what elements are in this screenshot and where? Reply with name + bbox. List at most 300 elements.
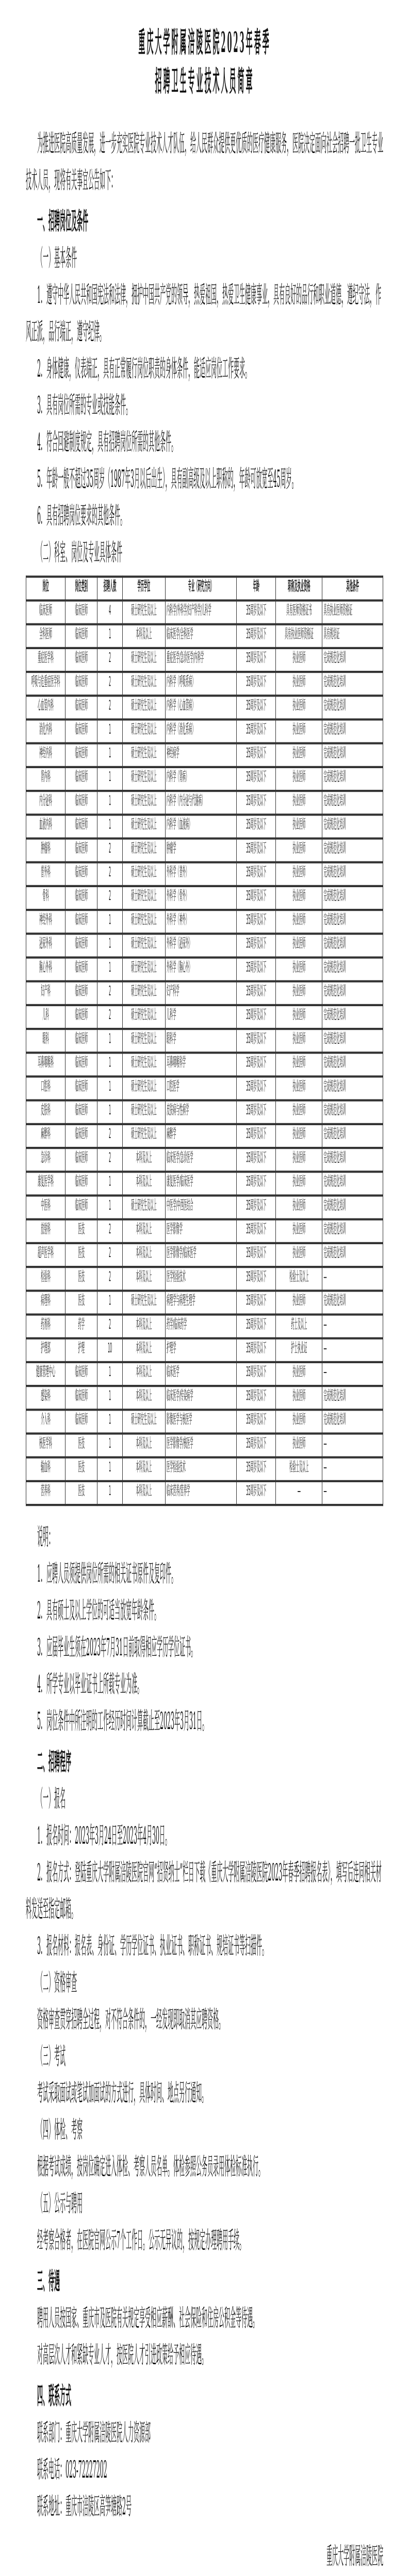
- table-cell: 2: [97, 672, 122, 696]
- table-cell: 35周岁及以下: [237, 1362, 276, 1386]
- table-cell: 执业医师: [276, 1077, 322, 1100]
- table-cell: 健康管理中心: [26, 1362, 66, 1386]
- table-cell: 医技: [66, 1433, 97, 1457]
- table-cell: 1: [97, 1172, 122, 1195]
- table-cell: 本科及以上: [122, 624, 165, 648]
- table-cell: 完成规范化培训: [322, 1100, 383, 1124]
- table-cell: 具有执业医师资格证: [322, 601, 383, 624]
- table-cell: 完成规范化培训: [322, 886, 383, 910]
- table-cell: 具有执业医师资格证: [276, 624, 322, 648]
- table-header-cell: 学历学位: [122, 577, 165, 600]
- notes-title: 说明：: [37, 1523, 54, 1552]
- table-cell: 中医学/中西医结合: [165, 1196, 236, 1219]
- table-row: [26, 1291, 383, 1314]
- table-cell: 重症医学/急诊医学/内科学: [165, 648, 236, 672]
- table-cell: 执业医师: [276, 1029, 322, 1053]
- table-cell: 检验士及以上: [276, 1458, 322, 1481]
- table-cell: 内科学/外科学/妇产科学/儿科学: [165, 601, 236, 624]
- table-cell: 执业医师: [276, 767, 322, 791]
- table-cell: 临床医师: [66, 1100, 97, 1124]
- table-cell: 35周岁及以下: [237, 1172, 276, 1195]
- table-cell: 1: [97, 743, 122, 767]
- table-cell: 放射科: [26, 1219, 66, 1243]
- table-cell: 本科及以上: [122, 1481, 165, 1505]
- table-cell: 完成规范化培训: [322, 743, 383, 767]
- table-header-cell: 其他条件: [322, 577, 383, 600]
- table-row: [26, 1077, 383, 1100]
- table-cell: 35周岁及以下: [237, 1100, 276, 1124]
- table-cell: 35周岁及以下: [237, 886, 276, 910]
- table-row: [26, 1196, 383, 1219]
- table-cell: 1: [97, 1481, 122, 1505]
- table-cell: 2: [97, 1267, 122, 1291]
- table-cell: 35周岁及以下: [237, 1386, 276, 1410]
- table-cell: 内科学（血液病）: [165, 815, 236, 838]
- table-cell: 内科学（内分泌与代谢病）: [165, 791, 236, 815]
- table-cell: —: [322, 1458, 383, 1481]
- table-cell: 执业医师: [276, 672, 322, 696]
- table-cell: 完成规范化培训: [322, 838, 383, 862]
- table-cell: 外科学（神外）: [165, 910, 236, 934]
- table-cell: 医技: [66, 1243, 97, 1267]
- table-cell: 临床医师: [66, 1005, 97, 1029]
- table-cell: 硕士研究生及以上: [122, 838, 165, 862]
- table-cell: 本科及以上: [122, 1315, 165, 1338]
- table-cell: 完成规范化培训: [322, 1410, 383, 1433]
- table-cell: 35周岁及以下: [237, 1029, 276, 1053]
- table-cell: —: [322, 1315, 383, 1338]
- table-cell: 35周岁及以下: [237, 910, 276, 934]
- table-cell: 硕士研究生及以上: [122, 601, 165, 624]
- table-cell: 硕士研究生及以上: [122, 1053, 165, 1076]
- table-cell: 临床医学/全科医学: [165, 624, 236, 648]
- table-row: [26, 648, 383, 672]
- note-item: 1．应聘人员须提供岗位所需的相关证书原件及复印件。: [37, 1560, 177, 1588]
- table-cell: 本科及以上: [122, 1433, 165, 1457]
- table-cell: 临床医师: [66, 1077, 97, 1100]
- table-cell: 临床医师: [66, 862, 97, 886]
- table-row: [26, 1362, 383, 1386]
- table-cell: 医学检验技术: [165, 1458, 236, 1481]
- table-cell: 心血管内科: [26, 696, 66, 719]
- table-cell: 35周岁及以下: [237, 743, 276, 767]
- table-row: [26, 601, 383, 624]
- section-heading-treatment: 三、待遇: [37, 2267, 60, 2296]
- table-cell: 临床医师: [66, 672, 97, 696]
- table-cell: 临床医学/传染病学: [165, 1386, 236, 1410]
- table-cell: 35周岁及以下: [237, 934, 276, 957]
- table-row: [26, 1458, 383, 1481]
- table-cell: 皮肤病与性病学: [165, 1100, 236, 1124]
- basic-condition-item: 5．年龄一般不超过35周岁（1987年3月以后出生），具有副高级及以上职称的，年龄可放宽至45周岁。: [37, 465, 298, 494]
- table-cell: 2: [97, 648, 122, 672]
- procedure-item: 2．报名方式：登陆重庆大学附属涪陵医院官网“招贤纳士”栏目下载《重庆大学附属涪陵医院2023年春季招聘报名表》，填写后连同相关材料发送至指定邮箱。: [26, 1858, 382, 1924]
- table-cell: 肿瘤科: [26, 838, 66, 862]
- table-cell: 完成规范化培训: [322, 981, 383, 1005]
- table-cell: 1: [97, 1053, 122, 1076]
- procedure-item: （二）资格审查: [37, 1969, 77, 1997]
- table-cell: 神经外科: [26, 910, 66, 934]
- table-cell: 完成规范化培训: [322, 1029, 383, 1053]
- table-cell: 血液内科: [26, 815, 66, 838]
- table-cell: 完成规范化培训: [322, 862, 383, 886]
- table-cell: 硕士研究生及以上: [122, 648, 165, 672]
- table-cell: 营养科: [26, 1481, 66, 1505]
- table-cell: 执业医师: [276, 719, 322, 743]
- table-cell: 临床医师: [66, 648, 97, 672]
- table-cell: 儿科学: [165, 1005, 236, 1029]
- table-cell: 临床医师: [66, 910, 97, 934]
- table-cell: 35周岁及以下: [237, 1291, 276, 1314]
- table-cell: 重症医学科: [26, 648, 66, 672]
- table-cell: 完成规范化培训: [322, 767, 383, 791]
- table-body: [26, 601, 383, 1505]
- table-cell: —: [276, 1481, 322, 1505]
- table-row: [26, 838, 383, 862]
- table-cell: 医技: [66, 1291, 97, 1314]
- table-cell: 护士执业证: [276, 1338, 322, 1362]
- table-row: [26, 1124, 383, 1148]
- table-cell: 执业医师: [276, 838, 322, 862]
- table-cell: 耳鼻咽喉科: [26, 1053, 66, 1076]
- table-cell: 完成规范化培训: [322, 1243, 383, 1267]
- table-cell: 2: [97, 1315, 122, 1338]
- table-row: [26, 815, 383, 838]
- table-cell: —: [322, 1338, 383, 1362]
- table-cell: 完成规范化培训: [322, 1148, 383, 1172]
- table-cell: 麻醉科: [26, 1124, 66, 1148]
- table-cell: 口腔科: [26, 1077, 66, 1100]
- table-cell: 医学影像学: [165, 1219, 236, 1243]
- table-cell: 完成规范化培训: [322, 815, 383, 838]
- table-cell: 介入科: [26, 1410, 66, 1433]
- table-row: [26, 957, 383, 981]
- table-cell: 完成规范化培训: [322, 1005, 383, 1029]
- table-row: [26, 1315, 383, 1338]
- table-cell: 35周岁及以下: [237, 624, 276, 648]
- table-cell: 35周岁及以下: [237, 957, 276, 981]
- table-cell: 眼科: [26, 1029, 66, 1053]
- table-cell: 临床医师: [66, 1386, 97, 1410]
- table-cell: 执业医师: [276, 1362, 322, 1386]
- table-cell: 35周岁及以下: [237, 1315, 276, 1338]
- table-cell: 临床医师: [66, 934, 97, 957]
- table-cell: 执业医师: [276, 981, 322, 1005]
- table-cell: 外科学（胸心外）: [165, 957, 236, 981]
- table-cell: 完成规范化培训: [322, 910, 383, 934]
- table-cell: 35周岁及以下: [237, 1196, 276, 1219]
- table-cell: 执业医师: [276, 696, 322, 719]
- table-cell: —: [322, 1433, 383, 1457]
- table-row: [26, 1433, 383, 1457]
- table-cell: 2: [97, 1005, 122, 1029]
- table-cell: 核医学科: [26, 1433, 66, 1457]
- table-cell: 执业医师: [276, 910, 322, 934]
- table-cell: 35周岁及以下: [237, 648, 276, 672]
- contact-item: 联系部门：重庆大学附属涪陵医院人力资源部: [37, 2419, 151, 2448]
- table-row: [26, 862, 383, 886]
- table-cell: 执业医师: [276, 1219, 322, 1243]
- table-cell: 完成规范化培训: [322, 1291, 383, 1314]
- table-cell: 4: [97, 601, 122, 624]
- note-item: 2．具有硕士及以上学位的可适当放宽年龄条件。: [37, 1597, 160, 1625]
- table-cell: 执业医师: [276, 1196, 322, 1219]
- table-cell: 医技: [66, 1219, 97, 1243]
- table-row: [26, 672, 383, 696]
- table-cell: 硕士研究生及以上: [122, 981, 165, 1005]
- table-cell: 胸心外科: [26, 957, 66, 981]
- treatment-item: 对高层次人才和紧缺专业人才，按医院人才引进政策给予相应待遇。: [37, 2341, 207, 2369]
- table-cell: 康复医学/临床医学: [165, 1172, 236, 1195]
- procedure-item: （四）体检、考察: [37, 2116, 83, 2145]
- table-row: [26, 1386, 383, 1410]
- table-row: [26, 1267, 383, 1291]
- table-cell: 2: [97, 1243, 122, 1267]
- table-row: [26, 791, 383, 815]
- table-row: [26, 1243, 383, 1267]
- table-cell: 内科学（肾病）: [165, 767, 236, 791]
- table-cell: 医技: [66, 1267, 97, 1291]
- table-cell: 35周岁及以下: [237, 1077, 276, 1100]
- table-cell: 1: [97, 1077, 122, 1100]
- procedure-item: （三）考试: [37, 2042, 66, 2071]
- table-cell: 临床医师: [66, 957, 97, 981]
- procedure-item: 根据考试成绩，按岗位确定进入体检、考察人员名单。体检参照公务员录用体检标准执行。: [37, 2153, 264, 2181]
- table-cell: 35周岁及以下: [237, 719, 276, 743]
- table-cell: 临床医师: [66, 791, 97, 815]
- table-cell: —: [322, 1481, 383, 1505]
- table-cell: 泌尿外科: [26, 934, 66, 957]
- table-row: [26, 1005, 383, 1029]
- table-cell: 检验科: [26, 1267, 66, 1291]
- table-cell: 完成规范化培训: [322, 1172, 383, 1195]
- table-cell: 神经病学: [165, 743, 236, 767]
- note-item: 3．应届毕业生须在2023年7月31日前取得相应学历学位证书。: [37, 1633, 197, 1662]
- table-cell: 本科及以上: [122, 1219, 165, 1243]
- table-cell: 1: [97, 815, 122, 838]
- table-row: [26, 886, 383, 910]
- table-cell: 35周岁及以下: [237, 838, 276, 862]
- table-cell: —: [322, 1267, 383, 1291]
- table-cell: 临床医师: [66, 1410, 97, 1433]
- table-row: [26, 1148, 383, 1172]
- table-cell: 临床医师: [66, 981, 97, 1005]
- basic-condition-item: 6．具有招聘岗位要求的其他条件。: [37, 502, 126, 530]
- table-cell: 2: [97, 981, 122, 1005]
- table-cell: 外科学（泌尿外）: [165, 934, 236, 957]
- table-cell: 35周岁及以下: [237, 1481, 276, 1505]
- procedure-item: （一）报名: [37, 1785, 66, 1814]
- table-cell: 完成规范化培训: [322, 1053, 383, 1076]
- table-cell: 35周岁及以下: [237, 696, 276, 719]
- table-cell: 医技: [66, 1481, 97, 1505]
- table-cell: 1: [97, 1386, 122, 1410]
- table-cell: 35周岁及以下: [237, 1148, 276, 1172]
- table-cell: 护理部: [26, 1338, 66, 1362]
- table-cell: 临床医师: [66, 1148, 97, 1172]
- table-cell: 硕士研究生及以上: [122, 910, 165, 934]
- table-cell: 硕士研究生及以上: [122, 1077, 165, 1100]
- table-cell: 硕士研究生及以上: [122, 815, 165, 838]
- table-cell: 检验士及以上: [276, 1267, 322, 1291]
- basic-condition-item: 2．身体健康，仪表端正，具有正常履行岗位职责的身体条件，能适应岗位工作要求。: [37, 354, 251, 383]
- table-cell: 执业医师: [276, 1433, 322, 1457]
- table-cell: 医学检验技术: [165, 1267, 236, 1291]
- table-cell: 35周岁及以下: [237, 1267, 276, 1291]
- table-row: [26, 1100, 383, 1124]
- table-cell: 35周岁及以下: [237, 1338, 276, 1362]
- table-cell: 药士及以上: [276, 1315, 322, 1338]
- table-cell: 硕士研究生及以上: [122, 886, 165, 910]
- table-row: [26, 743, 383, 767]
- table-cell: 临床医师: [26, 601, 66, 624]
- table-cell: 完成规范化培训: [322, 719, 383, 743]
- table-cell: 1: [97, 1433, 122, 1457]
- contact-item: 联系地址：重庆市涪陵区高笋塘路2号: [37, 2493, 132, 2521]
- table-cell: 1: [97, 1458, 122, 1481]
- table-cell: 硕士研究生及以上: [122, 957, 165, 981]
- table-row: [26, 696, 383, 719]
- table-cell: 1: [97, 1029, 122, 1053]
- table-cell: 药剂科: [26, 1315, 66, 1338]
- table-cell: 临床医师: [66, 767, 97, 791]
- table-cell: 执业医师: [276, 743, 322, 767]
- table-cell: 执业医师: [276, 1243, 322, 1267]
- table-cell: 执业医师: [276, 934, 322, 957]
- intro-paragraph: 为推进医院高质量发展，进一步充实医院专业技术人才队伍，给人民群众提供更优质的医疗健康服务，医院决定面向社会招聘一批卫生专业技术人员，现将有关事宜公告如下：: [26, 129, 383, 195]
- table-cell: 执业医师: [276, 1148, 322, 1172]
- table-cell: 本科及以上: [122, 1338, 165, 1362]
- table-cell: 本科及以上: [122, 1362, 165, 1386]
- table-row: [26, 1481, 383, 1505]
- table-cell: 内分泌科: [26, 791, 66, 815]
- table-cell: 内科学（消化系病）: [165, 719, 236, 743]
- table-cell: 硕士研究生及以上: [122, 1196, 165, 1219]
- table-cell: 病理科: [26, 1291, 66, 1314]
- table-cell: 执业医师: [276, 1410, 322, 1433]
- table-header-cell: 岗位类别: [66, 577, 97, 600]
- table-cell: 完成规范化培训: [322, 1219, 383, 1243]
- table-cell: 2: [97, 696, 122, 719]
- table-cell: 完成规范化培训: [322, 696, 383, 719]
- table-cell: 外科学（普外）: [165, 862, 236, 886]
- table-cell: 执业医师: [276, 791, 322, 815]
- table-cell: 执业医师: [276, 1386, 322, 1410]
- table-cell: 执业医师: [276, 648, 322, 672]
- table-row: [26, 1029, 383, 1053]
- table-cell: 临床医师: [66, 1029, 97, 1053]
- table-cell: 执业医师: [276, 1291, 322, 1314]
- table-row: [26, 1172, 383, 1195]
- table-cell: 皮肤科: [26, 1100, 66, 1124]
- table-header-cell: 招聘人数: [97, 577, 122, 600]
- table-cell: 临床医师: [66, 624, 97, 648]
- table-cell: 硕士研究生及以上: [122, 862, 165, 886]
- table-cell: 完成规范化培训: [322, 1124, 383, 1148]
- table-cell: 1: [97, 1362, 122, 1386]
- table-cell: 临床医师: [66, 719, 97, 743]
- table-cell: 中医科: [26, 1196, 66, 1219]
- table-cell: 硕士研究生及以上: [122, 672, 165, 696]
- table-cell: 执业医师: [276, 886, 322, 910]
- table-cell: 1: [97, 624, 122, 648]
- document-title: [26, 26, 383, 104]
- table-header-cell: 专业（研究方向）: [165, 577, 236, 600]
- note-item: 5．岗位条件中所注明的工作经历时间计算截止至2023年3月31日。: [37, 1707, 208, 1736]
- treatment-list: [26, 2300, 383, 2374]
- table-cell: 完成规范化培训: [322, 648, 383, 672]
- table-cell: 1: [97, 791, 122, 815]
- table-cell: 妇产科学: [165, 981, 236, 1005]
- table-cell: 完成规范化培训: [322, 1196, 383, 1219]
- table-cell: 护理: [66, 1338, 97, 1362]
- table-header-cell: 年龄: [237, 577, 276, 600]
- table-cell: 硕士研究生及以上: [122, 1100, 165, 1124]
- table-cell: 执业医师: [276, 1100, 322, 1124]
- table-cell: 2: [97, 1148, 122, 1172]
- table-row: [26, 1219, 383, 1243]
- table-row: [26, 1053, 383, 1076]
- procedure-list: [26, 1781, 383, 2259]
- table-cell: 临床医师: [66, 696, 97, 719]
- table-cell: 35周岁及以下: [237, 767, 276, 791]
- table-cell: 35周岁及以下: [237, 791, 276, 815]
- table-cell: 临床医学: [165, 1362, 236, 1386]
- table-cell: 硕士研究生及以上: [122, 791, 165, 815]
- table-cell: 硕士研究生及以上: [122, 1410, 165, 1433]
- table-cell: 内科学（呼吸系病）: [165, 672, 236, 696]
- table-cell: 35周岁及以下: [237, 815, 276, 838]
- contact-list: [26, 2415, 383, 2525]
- table-cell: 1: [97, 934, 122, 957]
- note-item: 4．所学专业以毕业证书上所载专业为准。: [37, 1670, 143, 1699]
- table-cell: 临床营养/营养学: [165, 1481, 236, 1505]
- table-cell: —: [322, 1362, 383, 1386]
- table-cell: 临床医师: [66, 1124, 97, 1148]
- basic-condition-item: 4．符合回避制度规定，具有招聘岗位所需的其他条件。: [37, 428, 177, 457]
- section-heading-procedure: 二、招聘程序: [37, 1748, 71, 1777]
- table-cell: 执业医师: [276, 1172, 322, 1195]
- table-cell: 35周岁及以下: [237, 1458, 276, 1481]
- subheading-position-conditions: （二）科室、岗位及专业具体条件: [37, 538, 122, 567]
- table-cell: 耳鼻咽喉科学: [165, 1053, 236, 1076]
- table-cell: 药学/临床药学: [165, 1315, 236, 1338]
- table-cell: 35周岁及以下: [237, 1124, 276, 1148]
- table-cell: 本科及以上: [122, 1243, 165, 1267]
- table-header-row: [26, 577, 383, 600]
- table-cell: 临床医师: [66, 1172, 97, 1195]
- table-cell: 肾内科: [26, 767, 66, 791]
- table-cell: 本科及以上: [122, 1267, 165, 1291]
- table-header-cell: 岗位: [26, 577, 66, 600]
- table-cell: 35周岁及以下: [237, 1005, 276, 1029]
- table-cell: 硕士研究生及以上: [122, 1291, 165, 1314]
- title-line-2: 招聘卫生专业技术人员简章: [155, 67, 254, 100]
- table-cell: 执业医师: [276, 815, 322, 838]
- table-cell: 硕士研究生及以上: [122, 934, 165, 957]
- table-cell: 硕士研究生及以上: [122, 719, 165, 743]
- procedure-item: 经考察合格者，在医院官网公示7个工作日。公示无异议的，按规定办理聘用手续。: [37, 2226, 245, 2255]
- contact-item: 联系电话：023-72227202: [37, 2456, 107, 2484]
- signature-block: [26, 2538, 383, 2576]
- table-cell: 2: [97, 1124, 122, 1148]
- table-cell: 完成规范化培训: [322, 1077, 383, 1100]
- table-cell: 硕士研究生及以上: [122, 767, 165, 791]
- table-row: [26, 767, 383, 791]
- table-cell: 内科学（心血管病）: [165, 696, 236, 719]
- table-cell: 临床医学/急诊医学: [165, 1148, 236, 1172]
- table-cell: 完成规范化培训: [322, 1386, 383, 1410]
